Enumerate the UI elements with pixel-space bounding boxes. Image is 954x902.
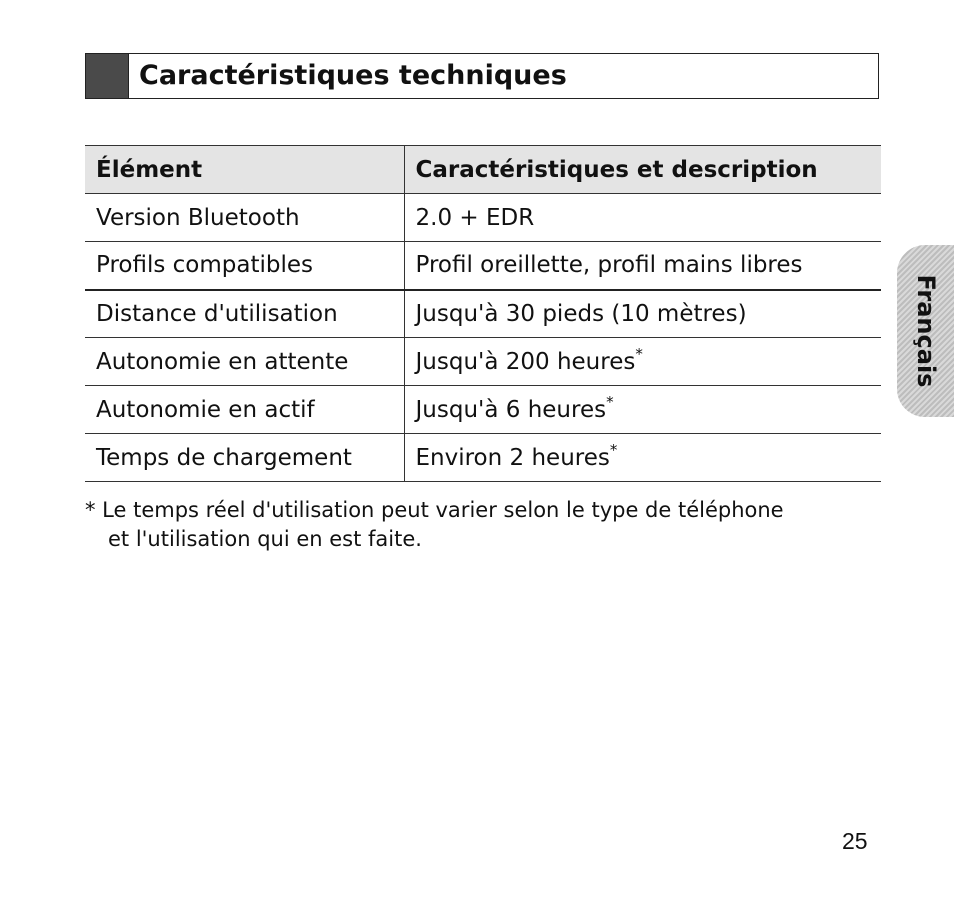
spec-value-cell [404, 434, 881, 482]
footnote-marker: * [635, 344, 643, 363]
table-row [85, 386, 881, 434]
spec-value-cell [404, 242, 881, 290]
table-row [85, 242, 881, 290]
table-row [85, 434, 881, 482]
spec-value-cell [404, 194, 881, 242]
spec-item: Profils compatibles [85, 242, 404, 290]
spec-value-cell [404, 386, 881, 434]
spec-value: Jusqu'à 30 pieds (10 mètres) [415, 300, 747, 327]
footnote-line-1: * Le temps réel d'utilisation peut varier selon le type de téléphone [85, 498, 784, 522]
specifications-table [85, 145, 881, 482]
spec-item: Version Bluetooth [85, 194, 404, 242]
spec-value: 2.0 + EDR [415, 204, 535, 231]
spec-item: Autonomie en actif [85, 386, 404, 434]
spec-value-cell [404, 338, 881, 386]
section-title-box [85, 53, 879, 99]
spec-item: Autonomie en attente [85, 338, 404, 386]
title-marker-block [86, 54, 129, 98]
spec-value: Jusqu'à 6 heures [415, 396, 607, 423]
footnote-marker: * [609, 440, 618, 459]
table-row [85, 194, 881, 242]
table-row [85, 290, 881, 338]
column-header-description: Caractéristiques et description [404, 146, 881, 194]
spec-value: Profil oreillette, profil mains libres [415, 252, 803, 279]
language-side-tab [897, 245, 954, 417]
spec-item: Distance d'utilisation [85, 290, 404, 338]
spec-value: Environ 2 heures [415, 444, 610, 471]
table-row [85, 338, 881, 386]
spec-item: Temps de chargement [85, 434, 404, 482]
page-number: 25 [842, 828, 868, 854]
spec-value-cell [404, 290, 881, 338]
table-header-row [85, 146, 881, 194]
language-tab-label: Français [911, 274, 940, 388]
footnote-marker: * [606, 392, 614, 411]
column-header-item: Élément [85, 146, 404, 194]
footnote [85, 496, 885, 554]
spec-value: Jusqu'à 200 heures [415, 348, 636, 375]
footnote-line-2: et l'utilisation qui en est faite. [108, 527, 422, 551]
page-title: Caractéristiques techniques [139, 60, 567, 91]
